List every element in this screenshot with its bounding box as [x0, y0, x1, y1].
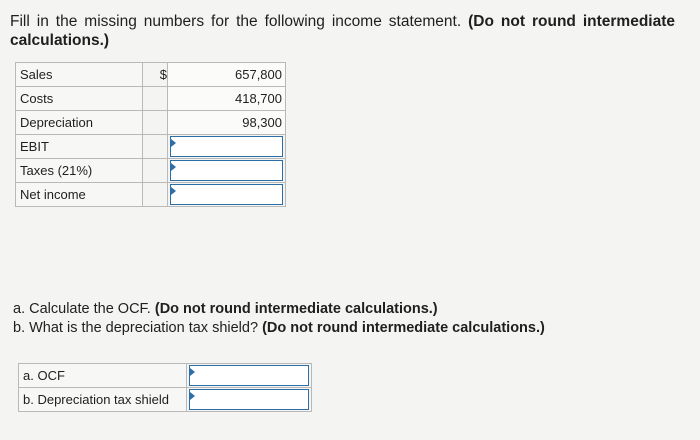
depreciation-tax-shield-input[interactable] [189, 389, 309, 410]
currency-symbol: $ [143, 63, 168, 87]
table-row [19, 364, 312, 388]
net-income-input[interactable] [170, 184, 283, 205]
question-a-note: (Do not round intermediate calculations.) [154, 301, 438, 317]
answer-label-ocf: a. OCF [19, 364, 187, 388]
ocf-input[interactable] [189, 365, 309, 386]
answers-table [18, 363, 312, 412]
row-label-sales: Sales [16, 63, 143, 87]
question-b [13, 319, 545, 338]
question-b-text: b. What is the depreciation tax shield? [13, 320, 259, 336]
answer-label-depreciation-tax-shield: b. Depreciation tax shield [19, 388, 187, 412]
row-label-taxes: Taxes (21%) [16, 159, 143, 183]
instructions-text: Fill in the missing numbers for the following income statement. [10, 13, 462, 30]
question-a [13, 300, 545, 319]
table-row [16, 159, 286, 183]
ebit-input[interactable] [170, 136, 283, 157]
depreciation-tax-shield-input-cell [187, 388, 312, 412]
table-row [16, 111, 286, 135]
currency-cell [143, 159, 168, 183]
row-label-ebit: EBIT [16, 135, 143, 159]
taxes-input[interactable] [170, 160, 283, 181]
value-depreciation: 98,300 [168, 111, 286, 135]
ocf-input-cell [187, 364, 312, 388]
table-row [19, 388, 312, 412]
instructions [10, 12, 675, 50]
row-label-costs: Costs [16, 87, 143, 111]
row-label-net-income: Net income [16, 183, 143, 207]
table-row [16, 63, 286, 87]
questions [13, 300, 545, 338]
taxes-input-cell [168, 159, 286, 183]
value-sales: 657,800 [168, 63, 286, 87]
question-b-note: (Do not round intermediate calculations.) [262, 320, 545, 336]
currency-cell [143, 87, 168, 111]
value-costs: 418,700 [168, 87, 286, 111]
currency-cell [143, 111, 168, 135]
row-label-depreciation: Depreciation [16, 111, 143, 135]
instructions-note: (Do not round intermediate calculations.) [10, 13, 676, 49]
income-statement-table [15, 62, 286, 207]
net-income-input-cell [168, 183, 286, 207]
currency-cell [143, 183, 168, 207]
table-row [16, 183, 286, 207]
question-a-text: a. Calculate the OCF. [13, 301, 151, 317]
currency-cell [143, 135, 168, 159]
ebit-input-cell [168, 135, 286, 159]
table-row [16, 135, 286, 159]
table-row [16, 87, 286, 111]
